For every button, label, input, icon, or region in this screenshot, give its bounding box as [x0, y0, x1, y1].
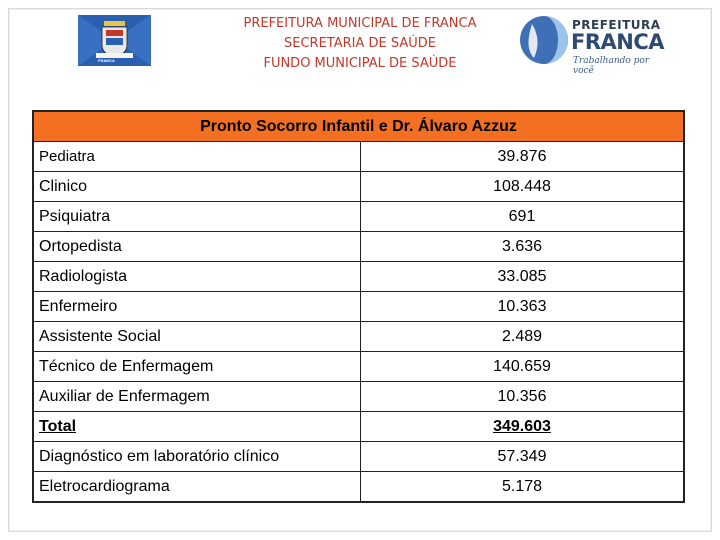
- row-label: Total: [34, 412, 361, 441]
- row-label: Assistente Social: [34, 322, 361, 351]
- stats-table: [32, 110, 685, 503]
- row-label: Clinico: [34, 172, 361, 201]
- table-row: [34, 142, 683, 172]
- header-title-block: [200, 14, 520, 74]
- row-value: 33.085: [497, 268, 547, 285]
- row-label: Diagnóstico em laboratório clínico: [34, 442, 361, 471]
- logo-tagline: Trabalhando por você: [573, 56, 650, 76]
- page-header: [0, 0, 720, 100]
- row-value: 349.603: [493, 418, 551, 435]
- row-value: 140.659: [493, 358, 551, 375]
- row-label: Psiquiatra: [34, 202, 361, 231]
- table-row: [34, 412, 683, 442]
- row-label: Auxiliar de Enfermagem: [34, 382, 361, 411]
- table-row: [34, 472, 683, 501]
- row-label: Ortopedista: [34, 232, 361, 261]
- row-value: 3.636: [501, 238, 543, 255]
- row-value: 108.448: [493, 178, 551, 195]
- table-row: [34, 232, 683, 262]
- table-row: [34, 382, 683, 412]
- row-value: 2.489: [501, 328, 543, 345]
- table-title: Pronto Socorro Infantil e Dr. Álvaro Azzuz: [34, 112, 683, 142]
- table-row: [34, 322, 683, 352]
- row-label: Técnico de Enfermagem: [34, 352, 361, 381]
- prefeitura-franca-logo: [518, 14, 668, 76]
- header-line-fundo: FUNDO MUNICIPAL DE SAÚDE: [263, 56, 457, 71]
- row-label: Enfermeiro: [34, 292, 361, 321]
- row-label: Eletrocardiograma: [34, 472, 361, 501]
- row-value: 10.363: [497, 298, 547, 315]
- row-label: Pediatra: [34, 142, 361, 171]
- table-row: [34, 172, 683, 202]
- table-row: [34, 442, 683, 472]
- row-value: 691: [508, 208, 536, 225]
- franca-circle-icon: [518, 14, 570, 66]
- logo-franca-text: FRANCA: [571, 30, 665, 54]
- row-value: 5.178: [501, 478, 543, 495]
- row-value: 39.876: [497, 148, 547, 165]
- row-value: 57.349: [497, 448, 547, 465]
- header-line-prefeitura: PREFEITURA MUNICIPAL DE FRANCA: [243, 16, 477, 31]
- crest-caption: FRANCA: [98, 58, 115, 63]
- table-row: [34, 202, 683, 232]
- table-row: [34, 352, 683, 382]
- table-row: [34, 262, 683, 292]
- row-label: Radiologista: [34, 262, 361, 291]
- row-value: 10.356: [497, 388, 547, 405]
- logo-prefeitura-text: PREFEITURA: [572, 18, 661, 32]
- table-row: [34, 292, 683, 322]
- header-line-secretaria: SECRETARIA DE SAÚDE: [284, 36, 436, 51]
